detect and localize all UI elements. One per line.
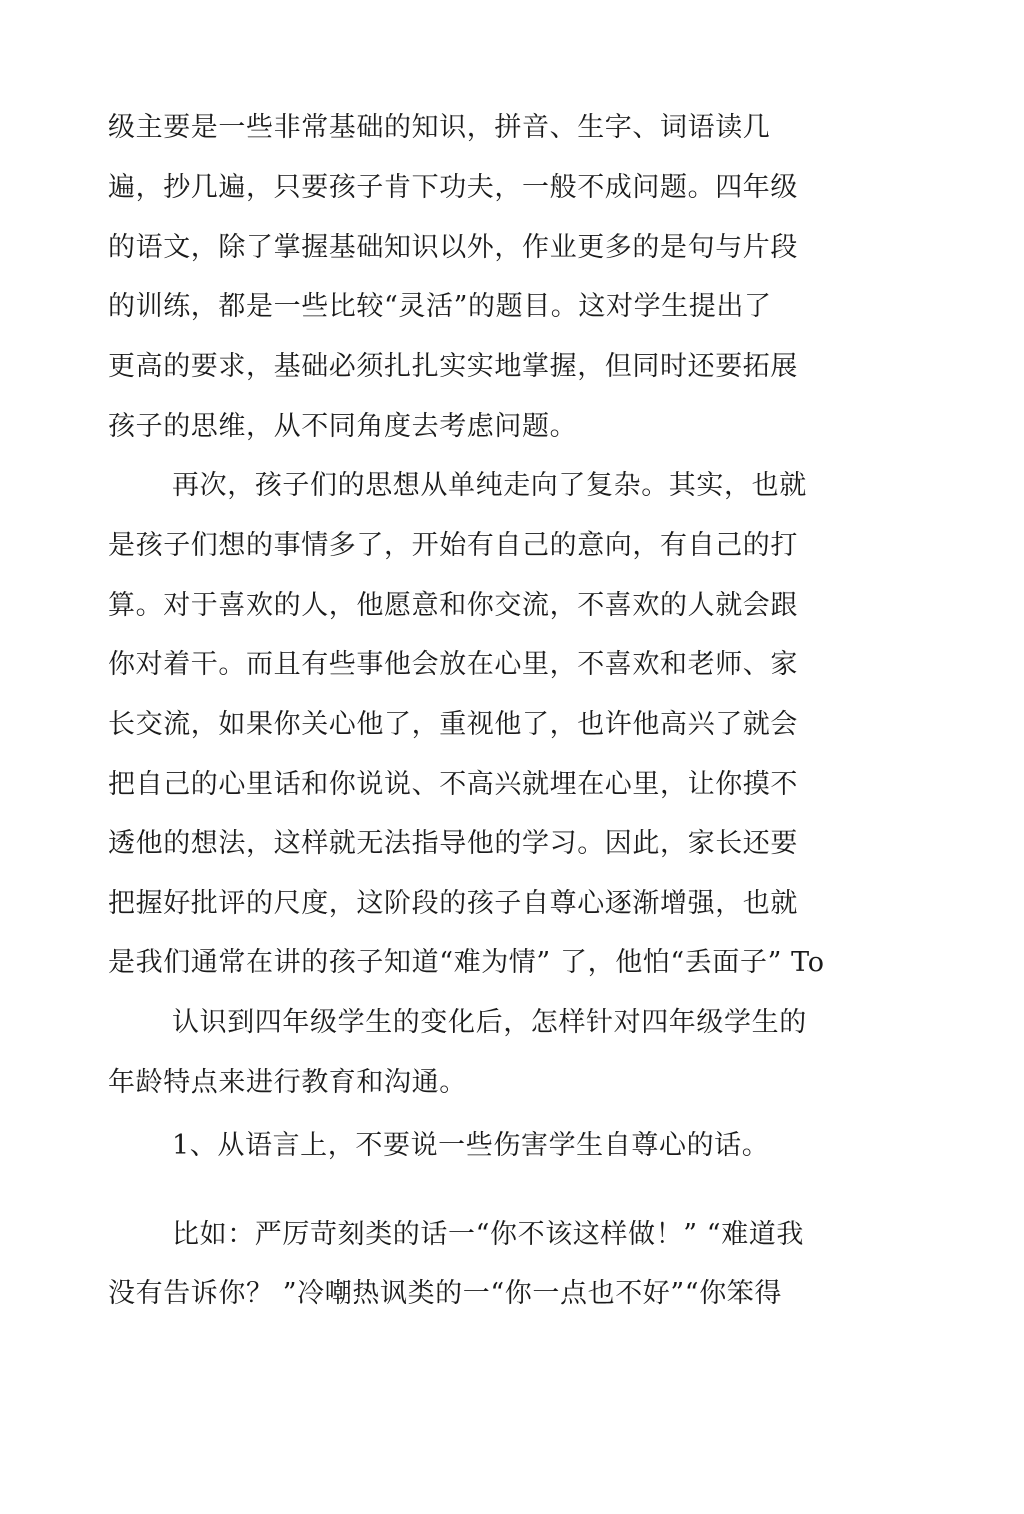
text-line: 算。对于喜欢的人，他愿意和你交流，不喜欢的人就会跟 [108,590,798,621]
text-line: 的语文，除了掌握基础知识以外，作业更多的是句与片段 [108,232,798,263]
text-line: 级主要是一些非常基础的知识，拼音、生字、词语读几 [108,112,771,143]
text-line: 更高的要求，基础必须扎扎实实地掌握，但同时还要拓展 [108,351,798,382]
paragraph-start-line: 认识到四年级学生的变化后，怎样针对四年级学生的 [172,1007,807,1038]
text-line: 没有告诉你？ ”冷嘲热讽类的一“你一点也不好”“你笨得 [108,1278,782,1309]
paragraph-start-line: 比如：严厉苛刻类的话一“你不该这样做！” “难道我 [172,1219,804,1250]
paragraph-start-line: 再次，孩子们的思想从单纯走向了复杂。其实，也就 [172,470,807,501]
text-line: 孩子的思维，从不同角度去考虑问题。 [108,411,578,442]
text-line: 遍，抄几遍，只要孩子肯下功夫，一般不成问题。四年级 [108,172,798,203]
text-line: 长交流，如果你关心他了，重视他了，也许他高兴了就会 [108,709,798,740]
text-line: 透他的想法，这样就无法指导他的学习。因此，家长还要 [108,828,798,859]
list-item-line: 1、从语言上，不要说一些伤害学生自尊心的话。 [172,1130,770,1161]
text-line: 你对着干。而且有些事他会放在心里，不喜欢和老师、家 [108,649,798,680]
text-line: 是我们通常在讲的孩子知道“难为情” 了，他怕“丢面子” To [108,947,825,978]
text-line: 把自己的心里话和你说说、不高兴就埋在心里，让你摸不 [108,769,798,800]
text-line: 年龄特点来进行教育和沟通。 [108,1067,467,1098]
text-line: 的训练，都是一些比较“灵活”的题目。这对学生提出了 [108,291,772,322]
text-line: 把握好批评的尺度，这阶段的孩子自尊心逐渐增强，也就 [108,888,798,919]
text-line: 是孩子们想的事情多了，开始有自己的意向，有自己的打 [108,530,798,561]
